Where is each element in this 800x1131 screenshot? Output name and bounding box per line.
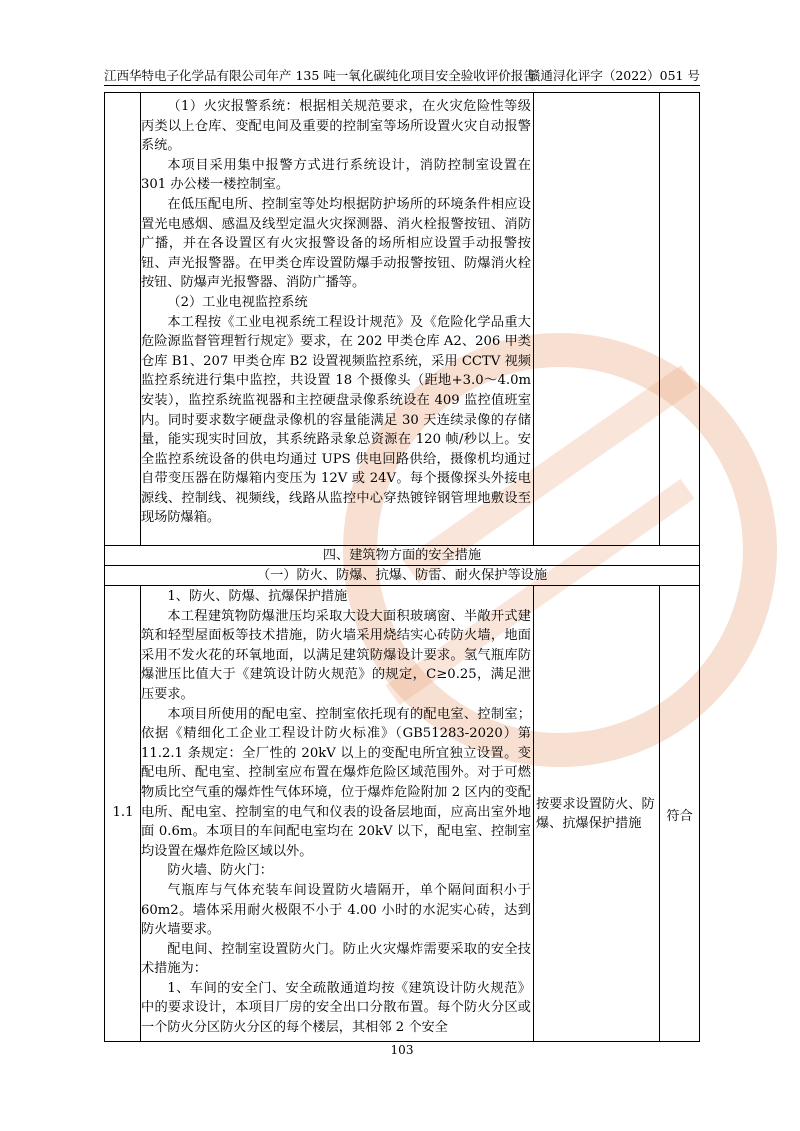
paragraph: （2）工业电视监控系统 bbox=[167, 294, 308, 310]
fire-explosion-measures-text bbox=[141, 587, 531, 1038]
paragraph: 1、车间的安全门、安全疏散通道均按《建筑设计防火规范》中的要求设计，本项目厂房的安全出口分散布置。每个防火分区或一个防火分区防火分区的每个楼层，其相邻 2 个安全 bbox=[141, 980, 531, 1036]
report-title: 江西华特电子化学品有限公司年产 135 吨一氧化碳纯化项目安全验收评价报告 bbox=[104, 68, 536, 83]
paragraph: 本工程建筑物防爆泄压均采取大设大面积玻璃窗、半敞开式建筑和轻型屋面板等技术措施，防火墙采用烧结实心砖防火墙，地面采用不发火花的环氧地面，以满足建筑防爆设计要求。氢气瓶库防爆泄压比值大于《建筑设计防火规范》的规定，C≥0.25，满足泄压要求。 bbox=[141, 608, 531, 702]
paragraph: 本项目所使用的配电室、控制室依托现有的配电室、控制室；依据《精细化工企业工程设计防火标准》（GB51283-2020）第 11.2.1 条规定：全厂性的 20kV 以上的变配电所宜独立设置。变配电所、配电室、控制室应布置在爆炸危险区域范围外。对于可燃物质比空气重的爆炸性气体环境，位于爆炸危险附加 2 区内的变配电所、配电室、控制室的电气和仪表的设备层地面，应高出室外地面 0.6m。本项目的车间配电室均在 20kV 以下，配电室、控制室均设置在爆炸危险区域以外。 bbox=[141, 706, 531, 859]
fire-alarm-cctv-text bbox=[141, 97, 531, 528]
page-header bbox=[104, 60, 700, 86]
header-rule bbox=[104, 85, 700, 86]
paragraph: 气瓶库与气体充装车间设置防火墙隔开，单个隔间面积小于 60m2。墙体采用耐火极限不小于 4.00 小时的水泥实心砖，达到防火墙要求。 bbox=[141, 882, 531, 938]
paragraph: 在低压配电所、控制室等处均根据防护场所的环境条件相应设置光电感烟、感温及线型定温火灾探测器、消火栓报警按钮、消防广播，并在各设置区有火灾报警设备的场所相应设置手动报警按钮、声光报警器。在甲类仓库设置防爆手动报警按钮、防爆消火栓按钮、防爆声光报警器、消防广播等。 bbox=[141, 196, 531, 291]
paragraph: 本工程按《工业电视系统工程设计规范》及《危险化学品重大危险源监督管理暂行规定》要求，在 202 甲类仓库 A2、206 甲类仓库 B1、207 甲类仓库 B2 设置视频监控系统，采用 CCTV 视频监控系统进行集中监控，共设置 18 个摄像头（距地+3.0～4.0m 安装），监控系统监视器和主控硬盘录像系统设在 409 监控值班室内。同时要求数字硬盘录像机的容量能满足 30 天连续录像的存储量，能实现实时回放，其系统路录象总资源在 120 帧/秒以上。安全监控系统设备的供电均通过 UPS 供电回路供给，摄像机均通过自带变压器在防爆箱内变压为 12V 或 24V。每个摄像探头外接电源线、控制线、视频线，线路从监控中心穿热镀锌钢管埋地敷设至现场防爆箱。 bbox=[141, 314, 531, 526]
subsection-title: （一）防火、防爆、抗爆、防雷、耐火保护等设施 bbox=[256, 568, 548, 583]
paragraph: 配电间、控制室设置防火门。防止火灾爆炸需要采取的安全技术措施为： bbox=[141, 941, 531, 977]
col-divider-2-bottom bbox=[533, 585, 534, 1041]
paragraph: 本项目采用集中报警方式进行系统设计，消防控制室设置在 301 办公楼一楼控制室。 bbox=[141, 157, 531, 193]
paragraph: （1）火灾报警系统：根据相关规范要求，在火灾危险性等级丙类以上仓库、变配电间及重要的控制室等场所设置火灾自动报警系统。 bbox=[141, 99, 531, 154]
evaluation-table bbox=[104, 92, 700, 1042]
requirement-cell: 按要求设置防火、防爆、抗爆保护措施 bbox=[536, 797, 655, 831]
page-number: 103 bbox=[390, 1043, 414, 1057]
paragraph: 1、防火、防爆、抗爆保护措施 bbox=[167, 589, 348, 604]
col-divider-3-top bbox=[659, 93, 660, 545]
paragraph: 防火墙、防火门： bbox=[167, 863, 273, 879]
report-number: 赣通浔化评字（2022）051 号 bbox=[527, 68, 700, 83]
result-cell: 符合 bbox=[666, 809, 693, 824]
row-line-3 bbox=[105, 585, 699, 586]
col-divider-2-top bbox=[533, 93, 534, 545]
row-number: 1.1 bbox=[112, 805, 134, 820]
section-title: 四、建筑物方面的安全措施 bbox=[322, 548, 482, 563]
